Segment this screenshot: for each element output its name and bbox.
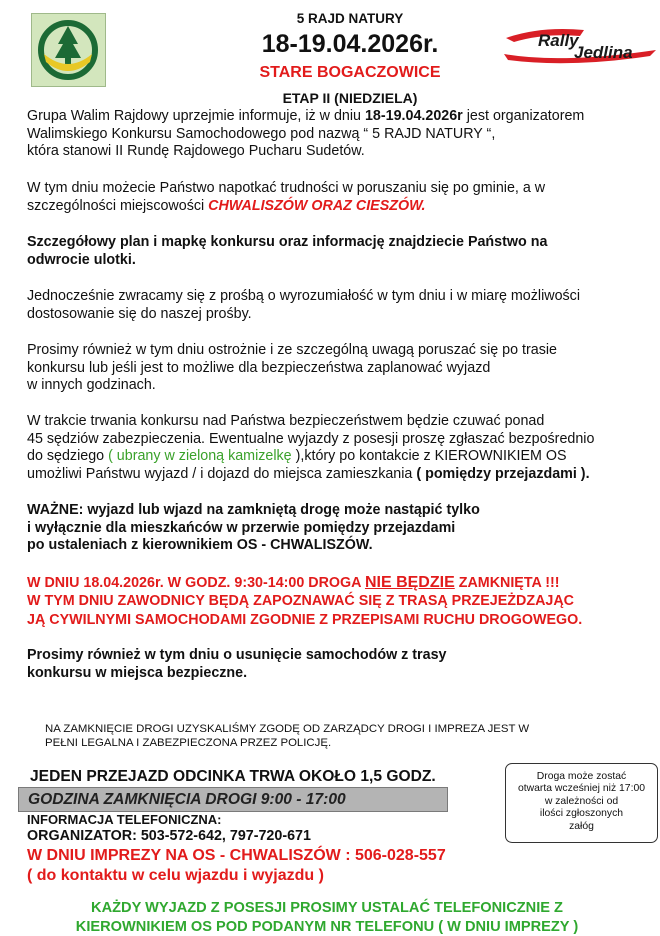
difficulties-line1: W tym dniu możecie Państwo napotkać trudności w poruszaniu się po gminie, a w [27,180,545,198]
intro-line1-text: Grupa Walim Rajdowy uprzejmie informuje, iż w dniu [27,108,365,124]
warning-line2: W TYM DNIU ZAWODNICY BĘDĄ ZAPOZNAWAĆ SIĘ Z TRASĄ PRZEJEŻDZAJĄC [27,592,582,610]
important-line3: po ustaleniach z kierownikiem OS - CHWALISZÓW. [27,537,480,555]
marshals-line1: W trakcie trwania konkursu nad Państwa bezpieczeństwem będzie czuwać ponad [27,413,594,431]
steering-wheel-tree-icon [32,14,105,86]
organizer-phones: ORGANIZATOR: 503-572-642, 797-720-671 [27,828,311,846]
intro-line3: która stanowi II Rundę Rajdowego Pucharu Sudetów. [27,143,584,161]
event-day-phone: W DNIU IMPREZY NA OS - CHWALISZÓW : 506-028-557 [27,846,446,866]
early-opening-note [505,763,658,843]
green-vest-note: ( ubrany w zieloną kamizelkę [108,448,296,464]
rally-swoosh-icon [500,24,660,64]
warning-paragraph [27,574,582,629]
affected-villages: CHWALISZÓW ORAZ CIESZÓW. [208,198,425,214]
plan-line2: odwrocie ulotki. [27,252,547,270]
caution-paragraph [27,342,557,395]
intro-date: 18-19.04.2026r [365,108,463,124]
note-line1: Droga może zostać [506,771,657,783]
warning-line1-text: W DNIU 18.04.2026r. W GODZ. 9:30-14:00 DROGA [27,575,365,591]
understanding-line1: Jednocześnie zwracamy się z prośbą o wyrozumiałość w tym dniu i w miarę możliwości [27,288,580,306]
event-title: 5 RAJD NATURY [200,11,500,26]
pass-duration: JEDEN PRZEJAZD ODCINKA TRWA OKOŁO 1,5 GODZ. [30,768,436,786]
caution-line1: Prosimy również w tym dniu ostrożnie i ze szczególną uwagą poruszać się po trasie [27,342,557,360]
marshals-line3-end: ),który po kontakcie z KIEROWNIKIEM OS [296,448,567,464]
consent-paragraph [45,722,529,750]
difficulties-paragraph [27,180,545,215]
important-line1: WAŻNE: wyjazd lub wjazd na zamkniętą drogę może nastąpić tylko [27,502,480,520]
important-paragraph [27,502,480,555]
marshals-paragraph [27,413,594,483]
intro-line1-end: jest organizatorem [463,108,585,124]
consent-line2: PEŁNI LEGALNA I ZABEZPIECZONA PRZEZ POLICJĘ. [45,736,529,750]
not-closed-emphasis: NIE BĘDZIE [365,574,455,591]
understanding-line2: dostosowanie się do naszej prośby. [27,306,580,324]
caution-line3: w innych godzinach. [27,377,557,395]
footer-line2: KIEROWNIKIEM OS POD PODANYM NR TELEFONU ( W DNIU IMPREZY ) [27,918,627,936]
rally-jedlina-logo [500,24,660,64]
cars-line2: konkursu w miejsca bezpieczne. [27,665,446,683]
marshals-line4-text: umożliwi Państwu wyjazd / i dojazd do miejsca zamieszkania [27,466,416,482]
note-line4: ilości zgłoszonych [506,808,657,820]
warning-line3: JĄ CYWILNYMI SAMOCHODAMI ZGODNIE Z PRZEPISAMI RUCHU DROGOWEGO. [27,611,582,629]
organizer-logo [31,13,106,87]
stage-label: ETAP II (NIEDZIELA) [200,90,500,106]
warning-line1-end: ZAMKNIĘTA !!! [455,575,560,591]
difficulties-line2-text: szczególności miejscowości [27,198,208,214]
closure-hours: GODZINA ZAMKNIĘCIA DROGI 9:00 - 17:00 [28,791,346,809]
intro-paragraph [27,108,584,161]
event-dates: 18-19.04.2026r. [200,30,500,59]
consent-line1: NA ZAMKNIĘCIE DROGI UZYSKALIŚMY ZGODĘ OD ZARZĄDCY DROGI I IMPREZA JEST W [45,722,529,736]
marshals-line2: 45 sędziów zabezpieczenia. Ewentualne wyjazdy z posesji proszę zgłaszać bezpośrednio [27,431,594,449]
intro-line2: Walimskiego Konkursu Samochodowego pod nazwą “ 5 RAJD NATURY “, [27,126,584,144]
logo-text-rally: Rally [538,31,580,50]
marshals-line3-text: do sędziego [27,448,108,464]
plan-paragraph [27,234,547,269]
caution-line2: konkursu lub jeśli jest to możliwe dla bezpieczeństwa zaplanować wyjazd [27,360,557,378]
important-line2: i wyłącznie dla mieszkańców w przerwie pomiędzy przejazdami [27,520,480,538]
understanding-paragraph [27,288,580,323]
between-passes-note: ( pomiędzy przejazdami ). [416,466,589,482]
cars-paragraph [27,647,446,682]
footer-line1: KAŻDY WYJAZD Z POSESJI PROSIMY USTALAĆ TELEFONICZNIE Z [27,899,627,918]
plan-line1: Szczegółowy plan i mapkę konkursu oraz informację znajdziecie Państwo na [27,234,547,252]
note-line2: otwarta wcześniej niż 17:00 [506,783,657,795]
logo-text-jedlina: Jedlina [574,43,633,62]
note-line5: załóg [506,821,657,833]
cars-line1: Prosimy również w tym dniu o usunięcie samochodów z trasy [27,647,446,665]
event-location: STARE BOGACZOWICE [200,64,500,82]
footer-notice [27,899,627,936]
contact-heading: INFORMACJA TELEFONICZNA: [27,811,222,829]
event-day-phone-note: ( do kontaktu w celu wjazdu i wyjazdu ) [27,866,324,886]
note-line3: w zależności od [506,796,657,808]
